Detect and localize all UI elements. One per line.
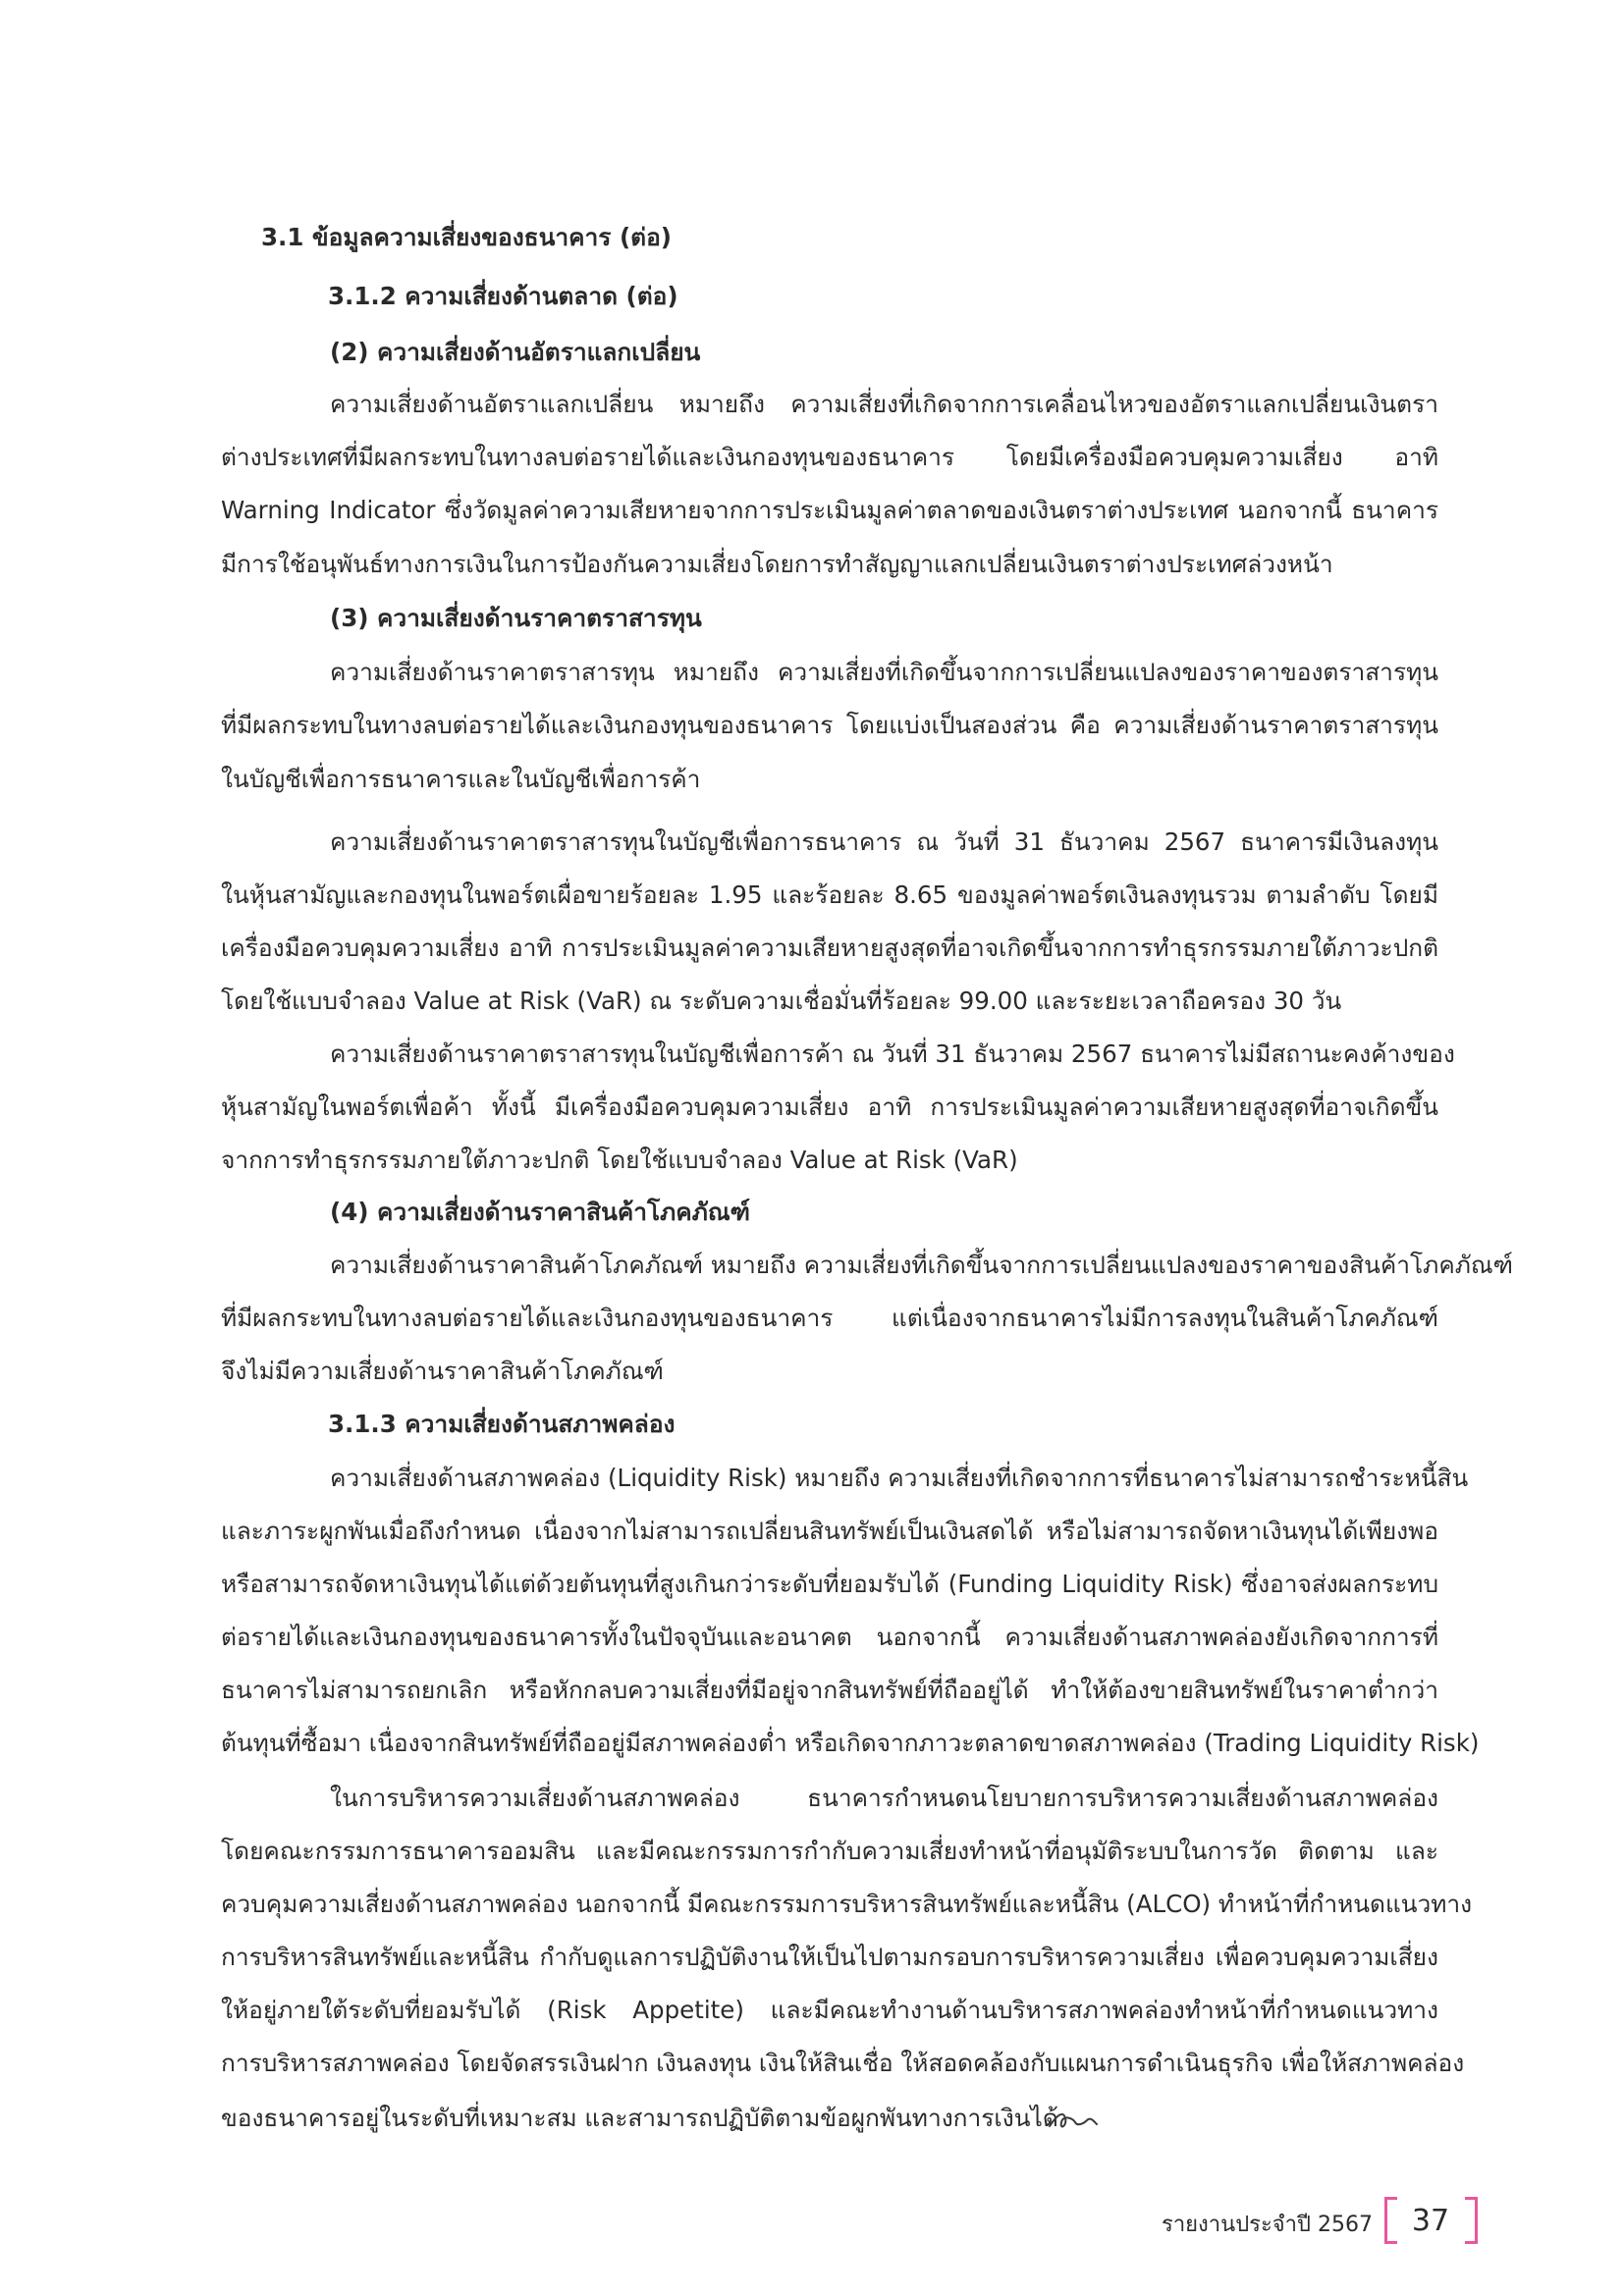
- subheading-fx-risk: (2) ความเสี่ยงด้านอัตราแลกเปลี่ยน: [330, 338, 701, 366]
- paragraph-line: Warning Indicator ซึ่งวัดมูลค่าความเสียหายจากการประเมินมูลค่าตลาดของเงินตราต่างประเทศ นอกจากนี้ ธนาคาร: [221, 496, 1438, 524]
- paragraph-line: โดยใช้แบบจำลอง Value at Risk (VaR) ณ ระดับความเชื่อมั่นที่ร้อยละ 99.00 และระยะเวลาถือครอง 30 วัน: [221, 987, 1342, 1015]
- paragraph-line: หุ้นสามัญในพอร์ตเพื่อค้า ทั้งนี้ มีเครื่องมือควบคุมความเสี่ยง อาทิ การประเมินมูลค่าความเสียหายสูงสุดที่อาจเกิดขึ้น: [221, 1093, 1438, 1121]
- paragraph-line: จึงไม่มีความเสี่ยงด้านราคาสินค้าโภคภัณฑ์: [221, 1357, 664, 1385]
- paragraph-line: มีการใช้อนุพันธ์ทางการเงินในการป้องกันความเสี่ยงโดยการทำสัญญาแลกเปลี่ยนเงินตราต่างประเทศล่วงหน้า: [221, 550, 1333, 578]
- page-number-bracket-right: [1465, 2197, 1478, 2244]
- paragraph-line: โดยคณะกรรมการธนาคารออมสิน และมีคณะกรรมการกำกับความเสี่ยงทำหน้าที่อนุมัติระบบในการวัด ติดตาม และ: [221, 1837, 1438, 1865]
- paragraph-line: ความเสี่ยงด้านสภาพคล่อง (Liquidity Risk) หมายถึง ความเสี่ยงที่เกิดจากการที่ธนาคารไม่สามารถชำระหนี้สิน: [330, 1464, 1469, 1492]
- section-heading-3-1-2: 3.1.2 ความเสี่ยงด้านตลาด (ต่อ): [328, 282, 678, 310]
- paragraph-line: ความเสี่ยงด้านราคาตราสารทุน หมายถึง ความเสี่ยงที่เกิดขึ้นจากการเปลี่ยนแปลงของราคาของตราสารทุน: [330, 658, 1438, 686]
- paragraph-line: ในหุ้นสามัญและกองทุนในพอร์ตเผื่อขายร้อยละ 1.95 และร้อยละ 8.65 ของมูลค่าพอร์ตเงินลงทุนรวม ตามลำดับ โดยมี: [221, 881, 1438, 909]
- paragraph-line: ความเสี่ยงด้านราคาสินค้าโภคภัณฑ์ หมายถึง ความเสี่ยงที่เกิดขึ้นจากการเปลี่ยนแปลงของราคาของสินค้าโภคภัณฑ์: [330, 1251, 1513, 1279]
- section-heading-3-1: 3.1 ข้อมูลความเสี่ยงของธนาคาร (ต่อ): [261, 223, 672, 251]
- paragraph-line: การบริหารสินทรัพย์และหนี้สิน กำกับดูแลการปฏิบัติงานให้เป็นไปตามกรอบการบริหารความเสี่ยง เพื่อควบคุมความเสี่ยง: [221, 1943, 1438, 1971]
- paragraph-line: ความเสี่ยงด้านราคาตราสารทุนในบัญชีเพื่อการธนาคาร ณ วันที่ 31 ธันวาคม 2567 ธนาคารมีเงินลงทุน: [330, 828, 1438, 856]
- paragraph-line: ธนาคารไม่สามารถยกเลิก หรือหักกลบความเสี่ยงที่มีอยู่จากสินทรัพย์ที่ถืออยู่ได้ ทำให้ต้องขายสินทรัพย์ในราคาต่ำกว่า: [221, 1676, 1438, 1704]
- paragraph-line: ควบคุมความเสี่ยงด้านสภาพคล่อง นอกจากนี้ มีคณะกรรมการบริหารสินทรัพย์และหนี้สิน (ALCO) ทำหน้าที่กำหนดแนวทาง: [221, 1890, 1473, 1918]
- paragraph-line: ความเสี่ยงด้านราคาตราสารทุนในบัญชีเพื่อการค้า ณ วันที่ 31 ธันวาคม 2567 ธนาคารไม่มีสถานะคงค้างของ: [330, 1040, 1455, 1068]
- paragraph-line: ต่อรายได้และเงินกองทุนของธนาคารทั้งในปัจจุบันและอนาคต นอกจากนี้ ความเสี่ยงด้านสภาพคล่องยังเกิดจากการที่: [221, 1623, 1438, 1651]
- paragraph-line: ในบัญชีเพื่อการธนาคารและในบัญชีเพื่อการค้า: [221, 765, 701, 793]
- paragraph-line: ให้อยู่ภายใต้ระดับที่ยอมรับได้ (Risk Appetite) และมีคณะทำงานด้านบริหารสภาพคล่องทำหน้าที่กำหนดแนวทาง: [221, 1996, 1438, 2024]
- report-footer-label: รายงานประจำปี 2567: [1162, 2213, 1373, 2237]
- paragraph-line: หรือสามารถจัดหาเงินทุนได้แต่ด้วยต้นทุนที่สูงเกินกว่าระดับที่ยอมรับได้ (Funding Liquidity Risk) ซึ่งอาจส่งผลกระทบ: [221, 1570, 1438, 1598]
- paragraph-line: ต่างประเทศที่มีผลกระทบในทางลบต่อรายได้และเงินกองทุนของธนาคาร โดยมีเครื่องมือควบคุมความเสี่ยง อาทิ: [221, 443, 1438, 471]
- paragraph-line: และภาระผูกพันเมื่อถึงกำหนด เนื่องจากไม่สามารถเปลี่ยนสินทรัพย์เป็นเงินสดได้ หรือไม่สามารถจัดหาเงินทุนได้เพียงพอ: [221, 1517, 1438, 1545]
- page-number-bracket-left: [1384, 2197, 1397, 2244]
- paragraph-line: ของธนาคารอยู่ในระดับที่เหมาะสม และสามารถปฏิบัติตามข้อผูกพันทางการเงินได้: [221, 2104, 1058, 2132]
- page-number: 37: [1411, 2204, 1450, 2238]
- paragraph-line: ต้นทุนที่ซื้อมา เนื่องจากสินทรัพย์ที่ถืออยู่มีสภาพคล่องต่ำ หรือเกิดจากภาวะตลาดขาดสภาพคล่อง (Trading Liquidity Risk): [221, 1729, 1480, 1757]
- handwritten-initials: [1048, 2105, 1099, 2134]
- subheading-commodity-risk: (4) ความเสี่ยงด้านราคาสินค้าโภคภัณฑ์: [330, 1198, 750, 1226]
- section-heading-3-1-3: 3.1.3 ความเสี่ยงด้านสภาพคล่อง: [328, 1410, 676, 1438]
- paragraph-line: การบริหารสภาพคล่อง โดยจัดสรรเงินฝาก เงินลงทุน เงินให้สินเชื่อ ให้สอดคล้องกับแผนการดำเนินธุรกิจ เพื่อให้สภาพคล่อง: [221, 2049, 1465, 2077]
- paragraph-line: ความเสี่ยงด้านอัตราแลกเปลี่ยน หมายถึง ความเสี่ยงที่เกิดจากการเคลื่อนไหวของอัตราแลกเปลี่ยนเงินตรา: [330, 390, 1438, 418]
- paragraph-line: ที่มีผลกระทบในทางลบต่อรายได้และเงินกองทุนของธนาคาร แต่เนื่องจากธนาคารไม่มีการลงทุนในสินค้าโภคภัณฑ์: [221, 1304, 1438, 1332]
- paragraph-line: ในการบริหารความเสี่ยงด้านสภาพคล่อง ธนาคารกำหนดนโยบายการบริหารความเสี่ยงด้านสภาพคล่อง: [330, 1784, 1438, 1812]
- paragraph-line: จากการทำธุรกรรมภายใต้ภาวะปกติ โดยใช้แบบจำลอง Value at Risk (VaR): [221, 1146, 1018, 1174]
- subheading-equity-risk: (3) ความเสี่ยงด้านราคาตราสารทุน: [330, 604, 702, 632]
- paragraph-line: เครื่องมือควบคุมความเสี่ยง อาทิ การประเมินมูลค่าความเสียหายสูงสุดที่อาจเกิดขึ้นจากการทำธุรกรรมภายใต้ภาวะปกติ: [221, 934, 1438, 962]
- paragraph-line: ที่มีผลกระทบในทางลบต่อรายได้และเงินกองทุนของธนาคาร โดยแบ่งเป็นสองส่วน คือ ความเสี่ยงด้านราคาตราสารทุน: [221, 711, 1438, 739]
